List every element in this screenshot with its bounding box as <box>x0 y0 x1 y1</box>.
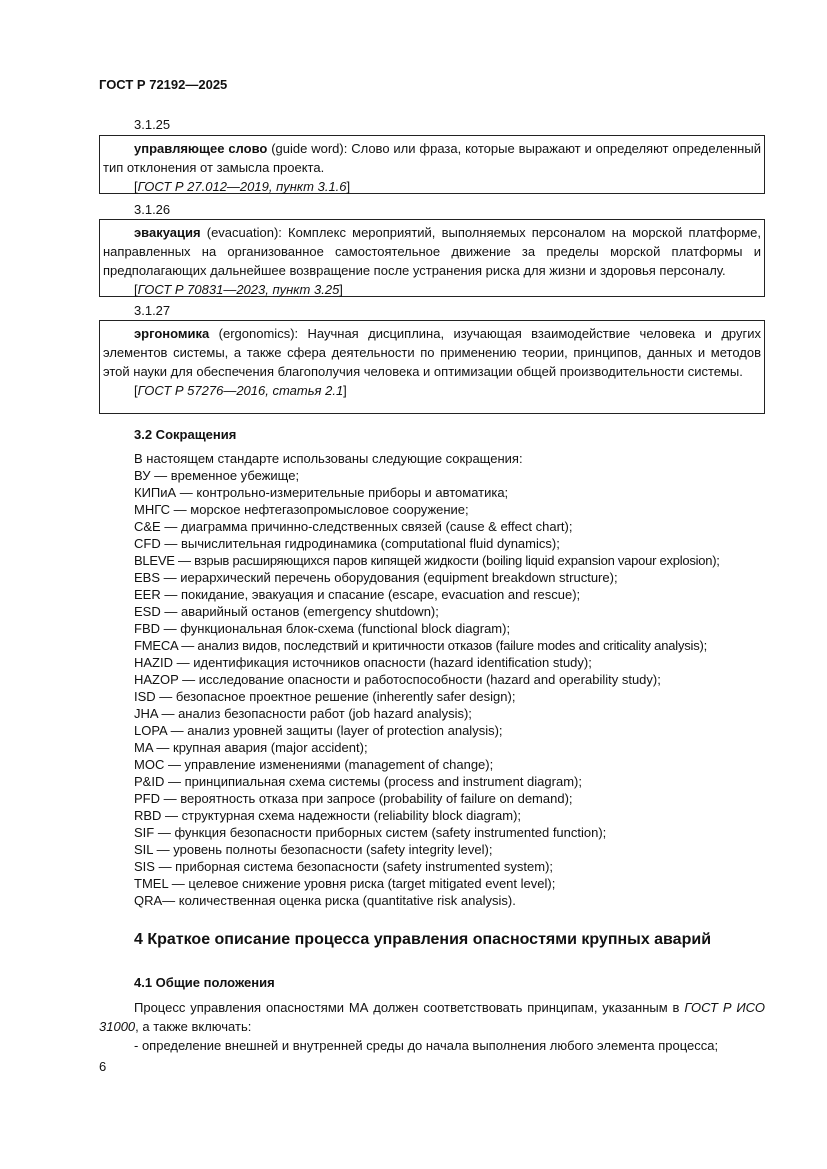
list-item: EBS — иерархический перечень оборудования (equipment breakdown structure); <box>134 570 618 585</box>
list-item: RBD — структурная схема надежности (reliability block diagram); <box>134 808 522 823</box>
term-definition-text: Комплекс мероприятий, выполняемых персоналом на морской платформе, направленных на организованное самостоятельное движение за пределы морской платформы и предполагающих дальнейшее возвращение после устранения риска для жизни и здоровья персоналу. <box>103 225 761 278</box>
term-definition-box <box>99 219 765 297</box>
term-reference <box>103 280 761 299</box>
list-item: ESD — аварийный останов (emergency shutdown); <box>134 604 439 619</box>
term-definition-box <box>99 135 765 194</box>
term-number: 3.1.26 <box>134 202 171 217</box>
list-item: HAZOP — исследование опасности и работоспособности (hazard and operability study); <box>134 672 661 687</box>
paragraph-text: Процесс управления опасностями МА должен соответствовать принципам, указанным в <box>134 1000 685 1015</box>
list-item: SIF — функция безопасности приборных систем (safety instrumented function); <box>134 825 607 840</box>
term-number: 3.1.25 <box>134 117 171 132</box>
abbreviations-intro: В настоящем стандарте использованы следующие сокращения: <box>134 451 523 466</box>
list-item: SIS — приборная система безопасности (safety instrumented system); <box>134 859 554 874</box>
list-item: EER — покидание, эвакуация и спасание (escape, evacuation and rescue); <box>134 587 581 602</box>
ref-bracket-open: [ <box>134 383 138 398</box>
document-code-header: ГОСТ Р 72192—2025 <box>99 77 228 92</box>
ref-bracket-open: [ <box>134 179 138 194</box>
list-item: FMECA — анализ видов, последствий и критичности отказов (failure modes and criticality analysis); <box>134 638 708 653</box>
list-item: МНГС — морское нефтегазопромысловое сооружение; <box>134 502 469 517</box>
chapter-heading: 4 Краткое описание процесса управления опасностями крупных аварий <box>134 931 712 948</box>
list-item: SIL — уровень полноты безопасности (safety integrity level); <box>134 842 493 857</box>
standard-reference: ГОСТ Р ИСО 31000 <box>99 1000 765 1034</box>
list-item: JHA — анализ безопасности работ (job hazard analysis); <box>134 706 472 721</box>
term-number: 3.1.27 <box>134 303 171 318</box>
list-item: КИПиА — контрольно-измерительные приборы и автоматика; <box>134 485 509 500</box>
term-name: эргономика <box>134 326 210 341</box>
list-item: ВУ — временное убежище; <box>134 468 300 483</box>
term-name: управляющее слово <box>134 141 268 156</box>
term-name: эвакуация <box>134 225 201 240</box>
ref-bracket-open: [ <box>134 282 138 297</box>
term-definition <box>103 324 761 381</box>
list-item: LOPA — анализ уровней защиты (layer of protection analysis); <box>134 723 503 738</box>
reference-source: ГОСТ Р 57276—2016, статья 2.1 <box>137 383 344 398</box>
list-item: BLEVE — взрыв расширяющихся паров кипящей жидкости (boiling liquid expansion vapour explosion); <box>134 553 720 568</box>
page-number: 6 <box>99 1059 107 1074</box>
list-item: P&ID — принципиальная схема системы (process and instrument diagram); <box>134 774 582 789</box>
list-item: TMEL — целевое снижение уровня риска (target mitigated event level); <box>134 876 556 891</box>
term-english: (evacuation): <box>206 225 282 240</box>
ref-bracket-close: ] <box>343 383 347 398</box>
term-english: (guide word): <box>271 141 348 156</box>
term-reference <box>103 177 761 196</box>
section-heading: 4.1 Общие положения <box>134 975 275 990</box>
section-heading: 3.2 Сокращения <box>134 427 237 442</box>
list-item: FBD — функциональная блок-схема (functional block diagram); <box>134 621 511 636</box>
bullet-item: - определение внешней и внутренней среды до начала выполнения любого элемента процесса; <box>134 1038 719 1053</box>
term-definition <box>103 223 761 280</box>
list-item: MA — крупная авария (major accident); <box>134 740 368 755</box>
list-item: QRA— количественная оценка риска (quantitative risk analysis). <box>134 893 516 908</box>
list-item: PFD — вероятность отказа при запросе (probability of failure on demand); <box>134 791 573 806</box>
term-english: (ergonomics): <box>218 326 299 341</box>
reference-source: ГОСТ Р 70831—2023, пункт 3.25 <box>137 282 340 297</box>
list-item: C&E — диаграмма причинно-следственных связей (cause & effect chart); <box>134 519 573 534</box>
ref-bracket-close: ] <box>346 179 351 194</box>
list-item: HAZID — идентификация источников опасности (hazard identification study); <box>134 655 592 670</box>
ref-bracket-close: ] <box>339 282 343 297</box>
list-item: CFD — вычислительная гидродинамика (computational fluid dynamics); <box>134 536 560 551</box>
term-reference <box>103 381 761 400</box>
abbreviations-list <box>134 450 774 909</box>
list-item: MOC — управление изменениями (management of change); <box>134 757 494 772</box>
term-definition-box <box>99 320 765 414</box>
term-definition-text: Научная дисциплина, изучающая взаимодействие человека и других элементов системы, а также сфера деятельности по применению теории, принципов, данных и методов этой науки для обеспечения благополучия человека и оптимизации общей производительности системы. <box>103 326 761 379</box>
body-paragraph <box>99 998 765 1036</box>
list-item: ISD — безопасное проектное решение (inherently safer design); <box>134 689 516 704</box>
term-definition <box>103 139 761 177</box>
term-definition-text: Слово или фраза, которые выражают и определяют определенный тип отклонения от замысла проекта. <box>103 141 761 175</box>
paragraph-text: , а также включать: <box>135 1019 252 1034</box>
reference-source: ГОСТ Р 27.012—2019, пункт 3.1.6 <box>137 179 347 194</box>
